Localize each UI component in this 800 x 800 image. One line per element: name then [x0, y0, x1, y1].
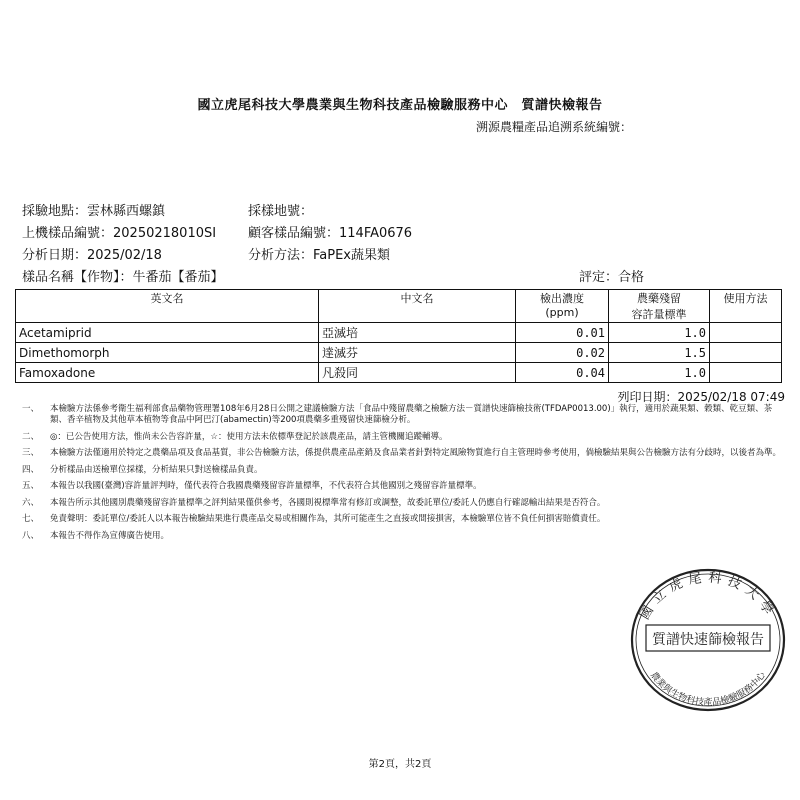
cell-mrl: 1.5: [609, 343, 710, 363]
cell-detected: 0.01: [516, 323, 609, 343]
list-item: [22, 498, 782, 509]
cell-english: Famoxadone: [16, 363, 319, 383]
note-text: 本報告以我國(臺灣)容許量評判時，僅代表符合我國農藥殘留容許量標準，不代表符合其他國別之殘留容許量標準。: [50, 481, 482, 492]
cell-mrl: 1.0: [609, 323, 710, 343]
note-text: ◎：已公告使用方法，惟尚未公告容許量，☆：使用方法未依標準登記於該農產品，請主管機關追蹤輔導。: [50, 431, 448, 442]
sample-name: 樣品名稱【作物】：牛番茄【番茄】: [22, 270, 224, 285]
note-number: 六、: [22, 497, 40, 508]
cell-chinese: 達滅芬: [319, 343, 516, 363]
list-item: [22, 531, 782, 542]
cell-english: Dimethomorph: [16, 343, 319, 363]
list-item: [22, 448, 782, 459]
trace-number-label: 溯源農糧產品追溯系統編號：: [476, 120, 633, 134]
analysis-date: 分析日期：2025/02/18: [22, 248, 162, 263]
seal-top-text: 國立虎尾科技大學: [637, 570, 779, 623]
note-text: 本檢驗方法係參考衛生福利部食品藥物管理署108年6月28日公開之建議檢驗方法「食品中殘留農藥之檢驗方法－質譜快速篩檢技術(TFDAP0013.00)」執行，適用於蔬果類、穀類、乾豆類、茶類、香辛植物及其他草本植物等食品中阿巴汀(abamectin)等200項農藥多重殘留快速篩檢分析。: [50, 404, 773, 426]
cell-usage: [710, 323, 782, 343]
note-number: 四、: [22, 464, 40, 475]
list-item: [22, 465, 782, 476]
results-table: [15, 289, 782, 383]
table-row: [16, 323, 782, 343]
header-chinese: 中文名: [319, 290, 516, 323]
svg-text:農業與生物科技產品檢驗服務中心: [648, 669, 768, 708]
list-item: [22, 404, 782, 427]
seal-center-text: 質譜快速篩檢報告: [652, 632, 764, 648]
notes-list: [22, 404, 782, 547]
list-item: [22, 432, 782, 443]
verdict: 評定：合格: [579, 270, 645, 285]
cell-detected: 0.02: [516, 343, 609, 363]
analysis-method: 分析方法：FaPEx蔬果類: [248, 248, 390, 263]
note-text: 本報告不得作為宣傳廣告使用。: [50, 530, 170, 541]
print-date: 列印日期：2025/02/18 07:49: [617, 390, 785, 404]
list-item: [22, 481, 782, 492]
note-number: 五、: [22, 481, 40, 492]
seal-bottom-text: 農業與生物科技產品檢驗服務中心: [648, 670, 768, 708]
cell-detected: 0.04: [516, 363, 609, 383]
table-row: [16, 343, 782, 363]
note-text: 本檢驗方法僅適用於特定之農藥品項及食品基質，非公告檢驗方法，係提供農產品產銷及食品業者針對特定風險物質進行自主管理時參考使用，倘檢驗結果與公告檢驗方法有分歧時，以後者為準。: [50, 448, 782, 459]
svg-text:國立虎尾科技大學: [637, 569, 778, 622]
official-seal-stamp: [628, 565, 788, 715]
header-mrl: 農藥殘留 容許量標準: [609, 290, 710, 323]
header-usage: 使用方法: [710, 290, 782, 323]
page-number: 第2頁，共2頁: [368, 759, 432, 770]
results-header-row: [16, 290, 782, 323]
note-text: 分析樣品由送檢單位採樣，分析結果只對送檢樣品負責。: [50, 464, 263, 475]
sampling-site: 採樣地號：: [248, 204, 314, 219]
note-number: 三、: [22, 448, 40, 459]
note-text: 免責聲明：委託單位/委託人以本報告檢驗結果進行農產品交易或相關作為，其所可能產生之直接或間接損害，本檢驗單位皆不負任何損害賠償責任。: [50, 514, 606, 525]
note-number: 八、: [22, 530, 40, 541]
cell-mrl: 1.0: [609, 363, 710, 383]
cell-usage: [710, 363, 782, 383]
sample-number: 上機樣品編號：20250218010SI: [22, 226, 217, 241]
list-item: [22, 514, 782, 525]
note-number: 二、: [22, 431, 40, 442]
note-text: 本報告所示其他國別農藥殘留容許量標準之評判結果僅供參考，各國則視標準常有修訂或調整，故委託單位/委託人仍應自行確認輸出結果是否符合。: [50, 497, 606, 508]
cell-chinese: 凡殺同: [319, 363, 516, 383]
cell-usage: [710, 343, 782, 363]
cell-english: Acetamiprid: [16, 323, 319, 343]
cell-chinese: 亞滅培: [319, 323, 516, 343]
note-number: 一、: [22, 404, 40, 414]
report-title: 國立虎尾科技大學農業與生物科技產品檢驗服務中心 質譜快檢報告: [197, 98, 603, 113]
sampling-location: 採驗地點：雲林縣西螺鎮: [22, 204, 166, 219]
customer-sample-number: 顧客樣品編號：114FA0676: [248, 226, 413, 241]
header-detected: 檢出濃度 (ppm): [516, 290, 609, 323]
note-number: 七、: [22, 514, 40, 525]
table-row: [16, 363, 782, 383]
header-english: 英文名: [16, 290, 319, 323]
